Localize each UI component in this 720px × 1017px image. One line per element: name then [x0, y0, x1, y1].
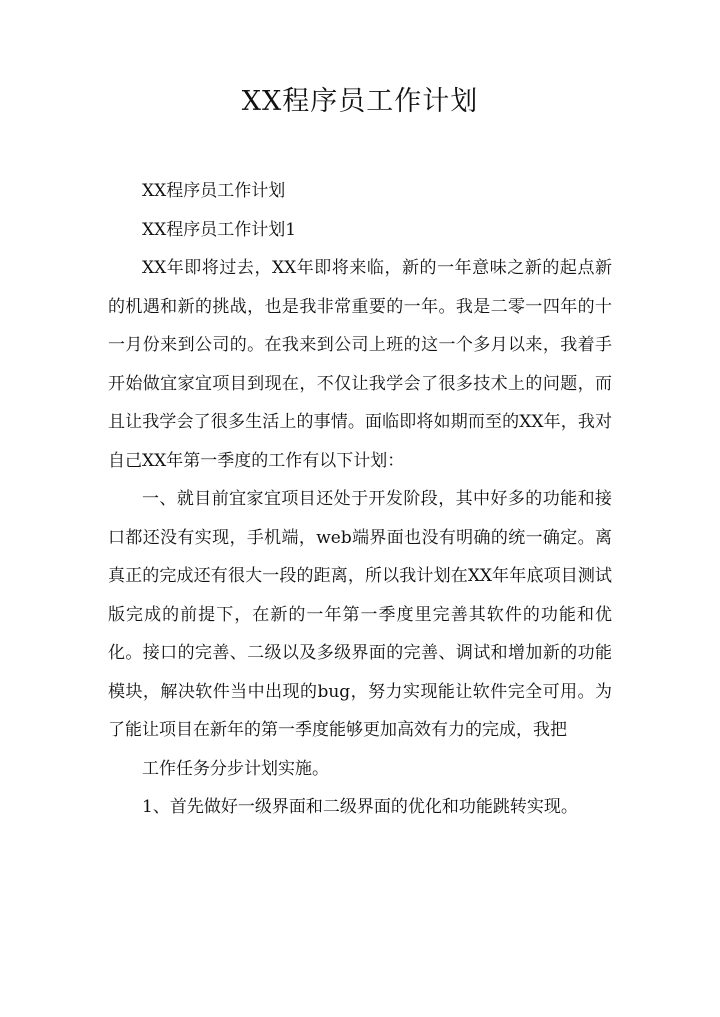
paragraph-subheading: XX程序员工作计划1 [142, 219, 297, 240]
paragraph-step-one: 1、首先做好一级界面和二级界面的优化和功能跳转实现。 [142, 797, 578, 817]
paragraph-plan-one: 一、就目前宜家宜项目还处于开发阶段，其中好多的功能和接口都还没有实现，手机端，web端界面也没有明确的统一确定。离真正的完成还有很大一段的距离，所以我计划在XX年年底项目测试版完成的前提下，在新的一年第一季度里完善其软件的功能和优化。接口的完善、二级以及多级界面的完善、调试和增加新的功能模块，解决软件当中出现的bug，努力实现能让软件完全可用。为了能让项目在新年的第一季度能够更加高效有力的完成，我把 [108, 489, 612, 740]
document-title: XX程序员工作计划 [241, 86, 479, 117]
paragraph-heading: XX程序员工作计划 [142, 181, 286, 201]
paragraph-intro: XX年即将过去，XX年即将来临，新的一年意味之新的起点新的机遇和新的挑战，也是我非常重要的一年。我是二零一四年的十一月份来到公司的。在我来到公司上班的这一个多月以来，我着手开始做宜家宜项目到现在，不仅让我学会了很多技术上的问题，而且让我学会了很多生活上的事情。面临即将如期而至的XX年，我对自己XX年第一季度的工作有以下计划： [108, 258, 612, 471]
paragraph-plan-steps: 工作任务分步计划实施。 [142, 758, 329, 779]
document-body [108, 172, 612, 827]
